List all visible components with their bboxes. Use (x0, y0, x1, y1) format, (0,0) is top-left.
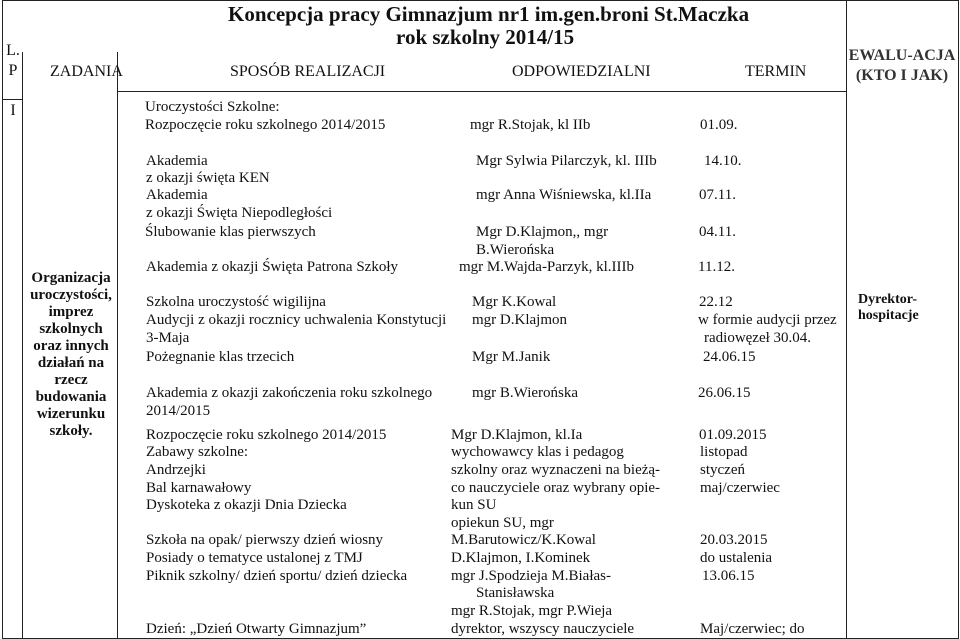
row-18-date: styczeń (700, 462, 745, 478)
row-18-responsible: szkolny oraz wyznaczeni na bieżą- (451, 462, 661, 478)
header-odpowiedzialni: ODPOWIEDZIALNI (512, 63, 651, 80)
row-14-date: 26.06.15 (698, 385, 751, 401)
row-03-date: 14.10. (704, 153, 742, 169)
row-18-activity: Andrzejki (146, 462, 206, 478)
row-10-activity: Szkolna uroczystość wigilijna (146, 294, 326, 310)
row-09-date: 11.12. (698, 259, 735, 275)
header-row-divider (118, 91, 846, 92)
row-27-date: Maj/czerwiec; do (700, 621, 805, 637)
row-26-responsible: mgr R.Stojak, mgr P.Wieja (451, 603, 613, 619)
row-02-activity: Rozpoczęcie roku szkolnego 2014/2015 (145, 117, 386, 133)
row-13-responsible: Mgr M.Janik (472, 349, 551, 365)
row-06-activity: z okazji Święta Niepodległości (146, 205, 333, 221)
row-11-responsible: mgr D.Klajmon (472, 312, 567, 328)
row-22-responsible: M.Barutowicz/K.Kowal (451, 532, 596, 548)
row-17-responsible: wychowawcy klas i pedagog (451, 444, 624, 460)
row-04-activity: z okazji święta KEN (146, 170, 270, 186)
row-14-responsible: mgr B.Wierońska (472, 385, 579, 401)
row-02-responsible: mgr R.Stojak, kl IIb (470, 117, 591, 133)
row-24-responsible: mgr J.Spodzieja M.Białas- (451, 568, 611, 584)
row-09-activity: Akademia z okazji Święta Patrona Szkoły (146, 259, 399, 275)
row-17-date: listopad (700, 444, 748, 460)
row-22-date: 20.03.2015 (700, 532, 768, 548)
row-27-activity: Dzień: „Dzień Otwarty Gimnazjum” (146, 621, 367, 637)
row-11-note: w formie audycji przez (698, 312, 837, 328)
row-24-activity: Piknik szkolny/ dzień sportu/ dzień dziecka (146, 568, 408, 584)
zadanie-cell: Organizacja uroczystości, imprez szkolnych oraz innych działań na rzecz budowania wizerunku szkoły. (30, 270, 112, 439)
row-16-date: 01.09.2015 (699, 427, 767, 443)
lp-header-p: P (8, 62, 18, 79)
row-20-activity: Dyskoteka z okazji Dnia Dziecka (146, 497, 347, 513)
row-11-activity: Audycji z okazji rocznicy uchwalenia Konstytucji (146, 312, 447, 328)
row-19-date: maj/czerwiec (700, 480, 780, 496)
row-05-date: 07.11. (699, 187, 736, 203)
row-09-responsible: mgr M.Wajda-Parzyk, kl.IIIb (459, 259, 634, 275)
row-02-date: 01.09. (700, 117, 738, 133)
row-03-activity: Akademia (146, 153, 208, 169)
row-12-activity: 3-Maja (146, 330, 190, 346)
row-16-activity: Rozpoczęcie roku szkolnego 2014/2015 (146, 427, 387, 443)
ewaluacja-cell: Dyrektor-hospitacje (858, 292, 919, 323)
row-08-responsible: B.Wierońska (476, 242, 555, 258)
row-07-date: 04.11. (699, 224, 736, 240)
row-25-responsible: Stanisławska (476, 585, 555, 601)
row-14-activity: Akademia z okazji zakończenia roku szkolnego (146, 385, 433, 401)
row-23-responsible: D.Klajmon, I.Kominek (451, 550, 591, 566)
row-27-responsible: dyrektor, wszyscy nauczyciele (451, 621, 635, 637)
row-13-date: 24.06.15 (703, 349, 756, 365)
row-19-responsible: co nauczyciele oraz wybrany opie- (451, 480, 661, 496)
header-termin: TERMIN (745, 63, 807, 80)
row-01-activity: Uroczystości Szkolne: (145, 99, 280, 115)
row-03-responsible: Mgr Sylwia Pilarczyk, kl. IIIb (476, 153, 657, 169)
header-ewaluacja: EWALU-ACJA (KTO I JAK) (848, 47, 956, 84)
row-05-responsible: mgr Anna Wiśniewska, kl.IIa (476, 187, 652, 203)
row-17-activity: Zabawy szkolne: (146, 444, 249, 460)
lp-value: I (10, 102, 16, 119)
row-13-activity: Pożegnanie klas trzecich (146, 349, 295, 365)
row-16-responsible: Mgr D.Klajmon, kl.Ia (451, 427, 583, 443)
row-21-responsible: opiekun SU, mgr (451, 515, 554, 531)
row-12-note: radiowęzeł 30.04. (704, 330, 812, 346)
row-05-activity: Akademia (146, 187, 208, 203)
row-07-responsible: Mgr D.Klajmon,, mgr (476, 224, 609, 240)
header-sposob-realizacji: SPOSÓB REALIZACJI (230, 63, 386, 80)
row-23-date: do ustalenia (700, 550, 773, 566)
document-title-line2: rok szkolny 2014/15 (396, 25, 575, 49)
header-zadania: ZADANIA (50, 63, 123, 80)
row-10-responsible: Mgr K.Kowal (472, 294, 557, 310)
column-divider-lp (22, 52, 23, 639)
row-10-date: 22.12 (699, 294, 733, 310)
lp-header-l: L. (6, 42, 20, 59)
document-title-line1: Koncepcja pracy Gimnazjum nr1 im.gen.broni St.Maczka (228, 2, 750, 26)
row-07-activity: Ślubowanie klas pierwszych (145, 224, 316, 240)
row-20-responsible: kun SU (451, 497, 497, 513)
column-divider-zadania (117, 52, 118, 639)
row-23-activity: Posiady o tematyce ustalonej z TMJ (146, 550, 363, 566)
row-22-activity: Szkoła na opak/ pierwszy dzień wiosny (146, 532, 384, 548)
lp-header-divider (2, 99, 22, 100)
table-border-right (958, 0, 959, 639)
row-19-activity: Bal karnawałowy (146, 480, 252, 496)
row-15-activity: 2014/2015 (146, 403, 211, 419)
table-border-top (2, 0, 958, 1)
table-border-left (2, 0, 3, 639)
column-divider-termin (846, 0, 847, 639)
row-24-date: 13.06.15 (702, 568, 755, 584)
